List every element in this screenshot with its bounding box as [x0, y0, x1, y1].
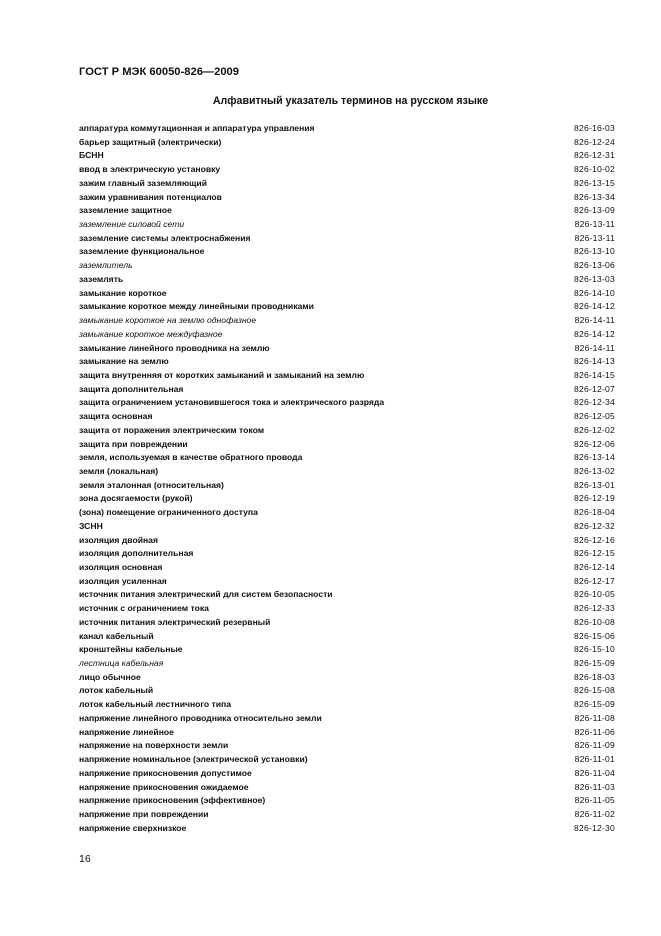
index-entry	[79, 712, 615, 726]
index-entry-term: замыкание короткое	[79, 287, 167, 298]
index-entry-term: защита основная	[79, 411, 153, 422]
index-entry-term: ЗСНН	[79, 520, 103, 531]
term-index-list	[79, 122, 615, 835]
index-entry-code: 826-10-02	[574, 164, 615, 175]
index-entry-term: напряжение при повреждении	[79, 808, 209, 819]
index-entry	[79, 657, 615, 671]
index-entry	[79, 314, 615, 328]
index-entry	[79, 424, 615, 438]
index-entry-term: лицо обычное	[79, 671, 141, 682]
index-entry-code: 826-12-15	[574, 548, 615, 559]
index-entry	[79, 726, 615, 740]
index-entry-term: заземление системы электроснабжения	[79, 232, 251, 243]
index-entry-code: 826-15-10	[574, 644, 615, 655]
index-entry	[79, 177, 615, 191]
index-entry-code: 826-15-06	[574, 630, 615, 641]
index-entry-term: изоляция дополнительная	[79, 548, 194, 559]
index-entry-code: 826-13-03	[574, 273, 615, 284]
index-entry	[79, 410, 615, 424]
index-entry-code: 826-13-11	[574, 219, 615, 230]
index-entry-term: БСНН	[79, 150, 104, 161]
index-entry-code: 826-13-15	[574, 177, 615, 188]
index-entry-code: 826-18-04	[574, 507, 615, 518]
index-entry-code: 826-15-09	[574, 658, 615, 669]
index-entry-term: защита дополнительная	[79, 383, 184, 394]
index-entry-term: изоляция усиленная	[79, 575, 167, 586]
index-entry	[79, 520, 615, 534]
index-entry	[79, 273, 615, 287]
index-entry	[79, 534, 615, 548]
index-entry	[79, 163, 615, 177]
index-entry-code: 826-11-02	[574, 808, 615, 819]
index-entry-term: защита при повреждении	[79, 438, 188, 449]
index-entry-code: 826-11-03	[574, 781, 615, 792]
index-entry-code: 826-11-06	[574, 726, 615, 737]
index-entry-code: 826-14-12	[574, 301, 615, 312]
index-entry-term: защита ограничением установившегося тока и электрического разряда	[79, 397, 385, 408]
index-entry-term: лоток кабельный лестничного типа	[79, 699, 231, 710]
index-entry-code: 826-11-01	[574, 754, 615, 765]
index-entry	[79, 671, 615, 685]
index-entry-term: напряжение номинальное (электрической установки)	[79, 754, 308, 765]
index-entry	[79, 794, 615, 808]
index-entry-code: 826-13-34	[574, 191, 615, 202]
index-entry-term: ввод в электрическую установку	[79, 164, 221, 175]
index-entry-term: защита внутренняя от коротких замыканий и замыканий на землю	[79, 369, 365, 380]
index-entry-code: 826-13-01	[574, 479, 615, 490]
index-entry	[79, 369, 615, 383]
index-entry-code: 826-14-12	[574, 328, 615, 339]
index-entry-term: источник с ограничением тока	[79, 603, 209, 614]
index-entry-code: 826-14-10	[574, 287, 615, 298]
index-entry-code: 826-12-07	[574, 383, 615, 394]
index-entry	[79, 753, 615, 767]
index-entry	[79, 808, 615, 822]
index-entry-code: 826-12-33	[574, 603, 615, 614]
index-entry-code: 826-14-13	[574, 356, 615, 367]
index-entry	[79, 492, 615, 506]
index-entry-term: лоток кабельный	[79, 685, 154, 696]
index-entry	[79, 561, 615, 575]
index-entry-term: зона досягаемости (рукой)	[79, 493, 193, 504]
index-entry-code: 826-10-05	[574, 589, 615, 600]
index-entry-term: изоляция основная	[79, 562, 163, 572]
index-entry-term: замыкание короткое между линейными проводниками	[79, 301, 314, 312]
index-entry-term: зажим уравнивания потенциалов	[79, 191, 222, 202]
index-entry-term: замыкание короткое на землю однофазное	[79, 315, 257, 326]
index-entry	[79, 122, 615, 136]
index-entry	[79, 616, 615, 630]
index-entry	[79, 438, 615, 452]
index-entry-term: напряжение сверхнизкое	[79, 822, 187, 833]
index-entry-code: 826-13-06	[574, 260, 615, 271]
index-entry-code: 826-11-04	[574, 767, 615, 778]
index-entry-code: 826-12-02	[574, 424, 615, 435]
index-entry-code: 826-12-30	[574, 822, 615, 833]
index-entry	[79, 355, 615, 369]
index-entry-code: 826-14-11	[574, 342, 615, 353]
index-entry-code: 826-12-06	[574, 438, 615, 449]
index-entry-code: 826-12-17	[574, 575, 615, 586]
index-entry	[79, 822, 615, 836]
index-entry-term: источник питания электрический резервный	[79, 616, 271, 627]
document-header: ГОСТ Р МЭК 60050-826—2009	[79, 66, 240, 78]
index-entry-code: 826-12-19	[574, 493, 615, 504]
index-entry-code: 826-11-05	[574, 795, 615, 806]
index-entry	[79, 479, 615, 493]
index-entry	[79, 136, 615, 150]
index-entry	[79, 232, 615, 246]
index-entry-term: лестница кабельная	[79, 658, 164, 669]
index-entry-term: аппаратура коммутационная и аппаратура управления	[79, 123, 315, 133]
index-entry	[79, 575, 615, 589]
index-entry-term: заземлитель	[79, 260, 133, 271]
index-entry	[79, 465, 615, 479]
index-entry-term: напряжение прикосновения допустимое	[79, 767, 252, 778]
index-entry-term: барьер защитный (электрически)	[79, 136, 222, 147]
index-entry	[79, 396, 615, 410]
index-entry	[79, 287, 615, 301]
index-entry-code: 826-11-08	[574, 712, 615, 723]
index-entry	[79, 149, 615, 163]
index-entry	[79, 506, 615, 520]
index-entry-term: кронштейны кабельные	[79, 644, 183, 655]
index-entry-code: 826-13-02	[574, 465, 615, 476]
index-entry	[79, 698, 615, 712]
index-entry	[79, 328, 615, 342]
index-entry-code: 826-12-32	[574, 520, 615, 531]
index-entry-code: 826-18-03	[574, 671, 615, 682]
index-entry-term: земля эталонная (относительная)	[79, 479, 224, 490]
index-entry	[79, 588, 615, 602]
index-entry-code: 826-15-09	[574, 699, 615, 710]
index-entry	[79, 451, 615, 465]
index-entry-term: напряжение линейное	[79, 726, 174, 737]
index-entry	[79, 684, 615, 698]
index-entry-code: 826-12-31	[574, 150, 615, 161]
index-entry-code: 826-13-10	[574, 246, 615, 257]
index-entry	[79, 300, 615, 314]
index-entry	[79, 218, 615, 232]
index-entry-code: 826-12-05	[574, 411, 615, 422]
index-entry-term: заземлять	[79, 273, 124, 284]
index-entry-code: 826-11-09	[574, 740, 615, 751]
index-entry-term: земля (локальная)	[79, 465, 159, 476]
index-entry-term: напряжение на поверхности земли	[79, 740, 229, 751]
index-entry	[79, 245, 615, 259]
index-entry-code: 826-12-24	[574, 136, 615, 147]
index-entry	[79, 602, 615, 616]
index-entry-term: земля, используемая в качестве обратного провода	[79, 452, 303, 463]
index-entry-term: напряжение прикосновения (эффективное)	[79, 795, 266, 806]
index-entry-code: 826-15-08	[574, 685, 615, 696]
index-entry-code: 826-12-34	[574, 397, 615, 408]
index-entry-code: 826-14-15	[574, 369, 615, 380]
index-entry-term: изоляция двойная	[79, 534, 158, 545]
index-entry	[79, 643, 615, 657]
index-entry	[79, 204, 615, 218]
index-entry-code: 826-12-16	[574, 534, 615, 545]
index-entry-term: напряжение линейного проводника относительно земли	[79, 712, 322, 723]
index-entry	[79, 259, 615, 273]
index-title: Алфавитный указатель терминов на русском языке	[212, 95, 489, 107]
index-entry	[79, 767, 615, 781]
index-entry	[79, 739, 615, 753]
index-entry-code: 826-12-14	[574, 562, 615, 572]
index-entry-code: 826-13-11	[574, 232, 615, 243]
index-entry-code: 826-16-03	[574, 123, 615, 133]
index-entry-code: 826-13-14	[574, 452, 615, 463]
index-entry-term: напряжение прикосновения ожидаемое	[79, 781, 249, 792]
index-entry-term: заземление защитное	[79, 205, 172, 216]
index-entry	[79, 342, 615, 356]
index-entry-term: защита от поражения электрическим током	[79, 424, 265, 435]
index-entry-term: (зона) помещение ограниченного доступа	[79, 507, 258, 518]
index-entry-term: зажим главный заземляющий	[79, 177, 207, 188]
index-entry	[79, 383, 615, 397]
index-entry	[79, 630, 615, 644]
index-entry-code: 826-10-08	[574, 616, 615, 627]
index-entry-code: 826-13-09	[574, 205, 615, 216]
index-entry-term: источник питания электрический для систем безопасности	[79, 589, 333, 600]
page-number: 16	[79, 853, 91, 865]
index-entry-term: канал кабельный	[79, 630, 154, 641]
index-entry-term: замыкание короткое междуфазное	[79, 328, 223, 339]
index-entry-term: замыкание линейного проводника на землю	[79, 342, 270, 353]
index-entry-term: заземление силовой сети	[79, 219, 185, 230]
index-entry	[79, 781, 615, 795]
index-entry	[79, 547, 615, 561]
index-entry-term: заземление функциональное	[79, 246, 205, 257]
index-entry-code: 826-14-11	[574, 315, 615, 326]
index-entry	[79, 191, 615, 205]
index-entry-term: замыкание на землю	[79, 356, 169, 367]
